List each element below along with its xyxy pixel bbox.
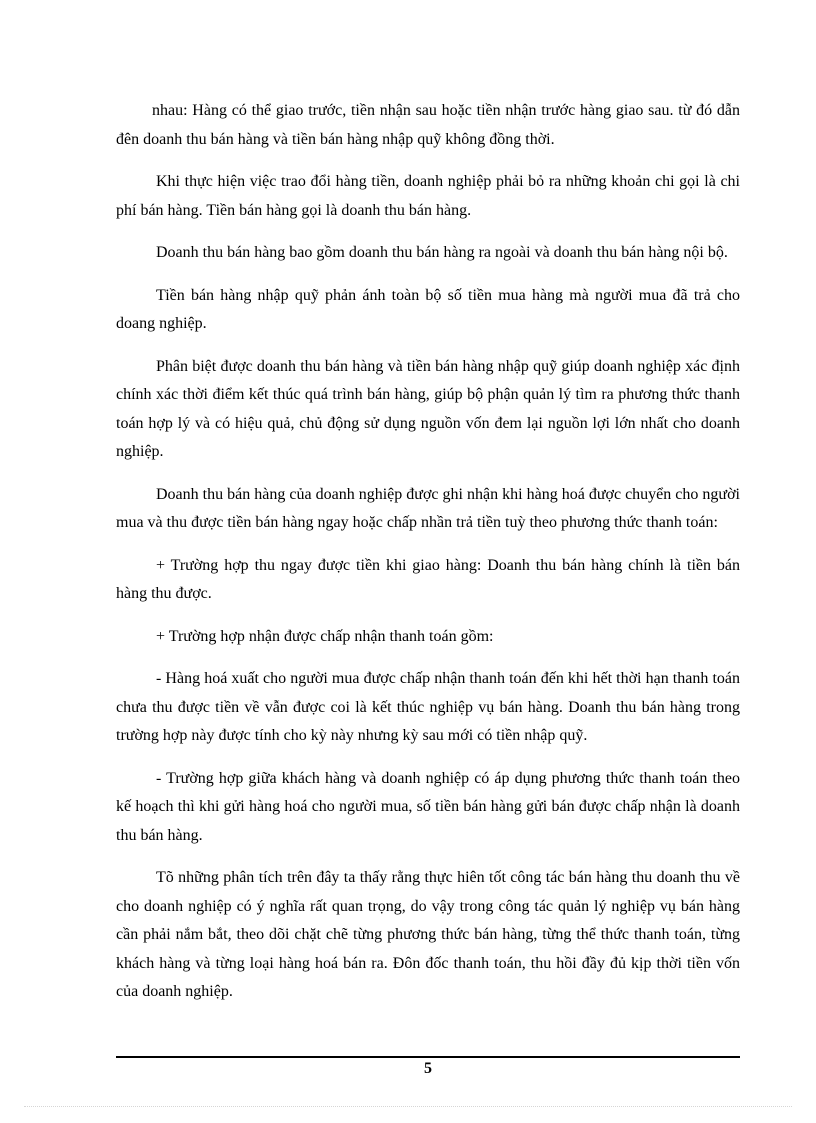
paragraph-distinction: Phân biệt được doanh thu bán hàng và tiền bán hàng nhập quỹ giúp doanh nghiệp xác định chính xác thời điểm kết thúc quá trình bán hàng, giúp bộ phận quản lý tìm ra phương thức thanh toán hợp lý và có hiệu quả, chủ động sử dụng nguồn vốn đem lại nguồn lợi lớn nhất cho doanh nghiệp. [116, 357, 740, 460]
paragraph-accepted-payment: + Trường hợp nhận được chấp nhận thanh toán gồm: [156, 627, 494, 645]
paragraph-planned-payment: - Trường hợp giữa khách hàng và doanh nghiệp có áp dụng phương thức thanh toán theo kế hoạch thì khi gửi hàng hoá cho người mua, số tiền bán hàng gửi bán được chấp nhận là doanh thu bán hàng. [116, 769, 740, 844]
paragraph-immediate-payment: + Trường hợp thu ngay được tiền khi giao hàng: Doanh thu bán hàng chính là tiền bán hàng thu được. [116, 556, 740, 602]
paragraph-revenue-composition: Doanh thu bán hàng bao gồm doanh thu bán hàng ra ngoài và doanh thu bán hàng nội bộ. [156, 244, 728, 261]
paragraph-sales-costs: Khi thực hiện việc trao đổi hàng tiền, doanh nghiệp phải bỏ ra những khoản chi gọi là chi phí bán hàng. Tiền bán hàng gọi là doanh thu bán hàng. [116, 173, 740, 219]
page-bottom-border [24, 1106, 792, 1107]
paragraph-continuation: nhau: Hàng có thể giao trước, tiền nhận sau hoặc tiền nhận trước hàng giao sau. từ đó dẫn đên doanh thu bán hàng và tiền bán hàng nhập quỹ không đồng thời. [116, 102, 740, 148]
body-text [116, 97, 740, 1021]
paragraph-conclusion: Tõ những phân tích trên đây ta thấy rằng thực hiên tốt công tác bán hàng thu doanh thu về cho doanh nghiệp có ý nghĩa rất quan trọng, do vậy trong công tác quản lý nghiệp vụ bán hàng cần phải nắm bắt, theo dõi chặt chẽ từng phương thức bán hàng, từng thể thức thanh toán, từng khách hàng và từng loại hàng hoá bán ra. Đôn đốc thanh toán, thu hồi đầy đủ kịp thời tiền vốn của doanh nghiệp. [116, 869, 740, 1000]
paragraph-cash-receipts: Tiền bán hàng nhập quỹ phản ánh toàn bộ số tiền mua hàng mà người mua đã trả cho doang nghiệp. [116, 286, 740, 332]
page-number: 5 [424, 1060, 432, 1077]
paragraph-revenue-recognition: Doanh thu bán hàng của doanh nghiệp được ghi nhận khi hàng hoá được chuyển cho người mua và thu được tiền bán hàng ngay hoặc chấp nhần trả tiền tuỳ theo phương thức thanh toán: [116, 485, 740, 531]
paragraph-goods-shipped: - Hàng hoá xuất cho người mua được chấp nhận thanh toán đến khi hết thời hạn thanh toán chưa thu được tiền về vẫn được coi là kết thúc nghiệp vụ bán hàng. Doanh thu bán hàng trong trường hợp này được tính cho kỳ này nhưng kỳ sau mới có tiền nhập quỹ. [116, 670, 740, 744]
